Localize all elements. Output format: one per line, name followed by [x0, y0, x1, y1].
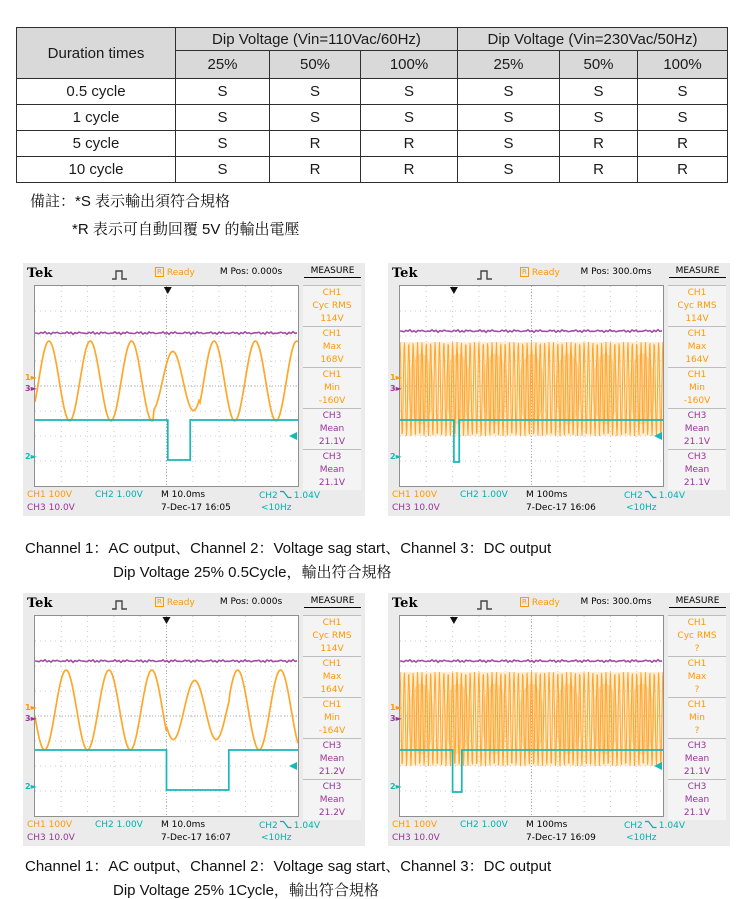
measurement-box: CH1 Max 164V — [668, 326, 726, 367]
waveform-plot — [400, 286, 663, 486]
oscilloscope-capture — [23, 263, 365, 516]
measurement-box: CH3 Mean 21.1V — [668, 449, 726, 490]
ch3-ground-marker: 3► — [25, 384, 37, 393]
ch1-scale-readout: CH1 100V — [392, 490, 437, 500]
measure-sidebar — [668, 285, 726, 490]
ch3-ground-marker: 3► — [25, 714, 37, 723]
table-cell: S — [638, 105, 728, 131]
ch3-ground-marker: 3► — [390, 714, 402, 723]
table-cell: S — [361, 105, 458, 131]
trigger-frequency-readout: <10Hz — [626, 503, 657, 513]
oscilloscope-capture — [23, 593, 365, 846]
trigger-pulse-icon — [476, 269, 494, 283]
waveform-plot — [400, 616, 663, 816]
table-cell: S — [361, 79, 458, 105]
caption1-result: Dip Voltage 25% 0.5Cycle，輸出符合規格 — [113, 564, 392, 581]
acquisition-status: R Ready — [157, 268, 195, 278]
measurement-box: CH3 Mean 21.1V — [668, 408, 726, 449]
table-cell: R — [560, 157, 638, 183]
table-cell: S — [270, 79, 361, 105]
tek-logo: Tek — [392, 266, 418, 281]
horizontal-position-readout: M Pos: 300.0ms — [580, 267, 652, 277]
ch2-scale-readout: CH2 1.00V — [460, 820, 508, 830]
trigger-pulse-icon — [111, 599, 129, 613]
trigger-readout: CH2 1.04V — [259, 491, 320, 501]
datetime-readout: 7-Dec-17 16:09 — [526, 833, 596, 843]
ch3-scale-readout: CH3 10.0V — [27, 503, 75, 513]
group-header-230vac: Dip Voltage (Vin=230Vac/50Hz) — [458, 28, 728, 51]
trigger-frequency-readout: <10Hz — [261, 833, 292, 843]
graticule — [25, 285, 299, 487]
measurement-box: CH3 Mean 21.2V — [303, 738, 361, 779]
ch2-ground-marker: 2► — [390, 782, 402, 791]
ch1-ground-marker: 1► — [390, 373, 402, 382]
timebase-readout: M 10.0ms — [161, 490, 206, 500]
trigger-readout: CH2 1.04V — [624, 491, 685, 501]
measure-sidebar — [303, 285, 361, 490]
ch1-scale-readout: CH1 100V — [392, 820, 437, 830]
waveform-plot — [35, 286, 298, 486]
measure-menu-title: MEASURE — [669, 266, 726, 278]
falling-edge-icon — [645, 820, 657, 829]
table-cell: R — [361, 157, 458, 183]
horizontal-position-readout: M Pos: 0.000s — [219, 597, 283, 607]
row-label: 10 cycle — [17, 157, 176, 183]
ch2-scale-readout: CH2 1.00V — [95, 820, 143, 830]
measurement-box: CH1 Min ? — [668, 697, 726, 738]
ch1-scale-readout: CH1 100V — [27, 820, 72, 830]
r-badge-icon: R — [522, 598, 527, 606]
table-row — [17, 105, 728, 131]
ch2-scale-readout: CH2 1.00V — [95, 490, 143, 500]
subheader: 100% — [361, 51, 458, 79]
trigger-frequency-readout: <10Hz — [626, 833, 657, 843]
acquisition-status: R Ready — [522, 598, 560, 608]
ch2-ground-marker: 2► — [25, 452, 37, 461]
caption2-result: Dip Voltage 25% 1Cycle，輸出符合規格 — [113, 882, 379, 899]
caption1-channels: Channel 1：AC output、Channel 2：Voltage sag start、Channel 3：DC output — [25, 540, 552, 557]
graticule — [390, 615, 664, 817]
oscilloscope-capture — [388, 263, 730, 516]
ch1-scale-readout: CH1 100V — [27, 490, 72, 500]
ch2-scale-readout: CH2 1.00V — [460, 490, 508, 500]
table-cell: S — [458, 105, 560, 131]
trigger-frequency-readout: <10Hz — [261, 503, 292, 513]
measurement-box: CH1 Max 164V — [303, 656, 361, 697]
timebase-readout: M 100ms — [526, 490, 568, 500]
caption2-channels: Channel 1：AC output、Channel 2：Voltage sag start、Channel 3：DC output — [25, 858, 552, 875]
measurement-box: CH3 Mean 21.1V — [303, 449, 361, 490]
timebase-readout: M 10.0ms — [161, 820, 206, 830]
table-cell: S — [176, 105, 270, 131]
measurement-box: CH1 Max 168V — [303, 326, 361, 367]
subheader: 25% — [458, 51, 560, 79]
datetime-readout: 7-Dec-17 16:06 — [526, 503, 596, 513]
trigger-pulse-icon — [111, 269, 129, 283]
table-cell: R — [560, 131, 638, 157]
tek-logo: Tek — [27, 266, 53, 281]
falling-edge-icon — [280, 820, 292, 829]
datetime-readout: 7-Dec-17 16:07 — [161, 833, 231, 843]
table-corner-header: Duration times — [17, 28, 176, 79]
acquisition-status: R Ready — [522, 268, 560, 278]
measure-sidebar — [668, 615, 726, 820]
subheader: 50% — [270, 51, 361, 79]
ch1-ground-marker: 1► — [390, 703, 402, 712]
falling-edge-icon — [280, 490, 292, 499]
subheader: 100% — [638, 51, 728, 79]
table-cell: S — [176, 79, 270, 105]
measurement-box: CH3 Mean 21.1V — [668, 779, 726, 820]
table-cell: R — [270, 131, 361, 157]
ch1-ground-marker: 1► — [25, 703, 37, 712]
measurement-box: CH1 Min -164V — [303, 697, 361, 738]
tek-logo: Tek — [27, 596, 53, 611]
table-cell: S — [560, 105, 638, 131]
table-cell: R — [638, 157, 728, 183]
measure-sidebar — [303, 615, 361, 820]
trigger-readout: CH2 1.04V — [624, 821, 685, 831]
acquisition-status: R Ready — [157, 598, 195, 608]
row-label: 1 cycle — [17, 105, 176, 131]
table-cell: S — [176, 157, 270, 183]
table-row — [17, 157, 728, 183]
measurement-box: CH3 Mean 21.1V — [668, 738, 726, 779]
measurement-box: CH1 Min -160V — [303, 367, 361, 408]
horizontal-position-readout: M Pos: 300.0ms — [580, 597, 652, 607]
row-label: 5 cycle — [17, 131, 176, 157]
table-cell: S — [458, 79, 560, 105]
measurement-box: CH1 Cyc RMS ? — [668, 615, 726, 656]
oscilloscope-capture — [388, 593, 730, 846]
ch1-ground-marker: 1► — [25, 373, 37, 382]
table-cell: S — [458, 157, 560, 183]
measurement-box: CH3 Mean 21.1V — [303, 408, 361, 449]
measure-menu-title: MEASURE — [669, 596, 726, 608]
r-badge-icon: R — [522, 268, 527, 276]
graticule — [25, 615, 299, 817]
ch3-ground-marker: 3► — [390, 384, 402, 393]
measure-menu-title: MEASURE — [304, 266, 361, 278]
group-header-110vac: Dip Voltage (Vin=110Vac/60Hz) — [176, 28, 458, 51]
table-cell: R — [270, 157, 361, 183]
subheader: 25% — [176, 51, 270, 79]
ch2-ground-marker: 2► — [25, 782, 37, 791]
measurement-box: CH1 Max ? — [668, 656, 726, 697]
dip-voltage-spec-table — [16, 27, 728, 183]
table-row — [17, 131, 728, 157]
measurement-box: CH1 Cyc RMS 114V — [303, 285, 361, 326]
trigger-pulse-icon — [476, 599, 494, 613]
table-cell: R — [361, 131, 458, 157]
table-cell: S — [560, 79, 638, 105]
ch2-ground-marker: 2► — [390, 452, 402, 461]
measurement-box: CH1 Cyc RMS 114V — [668, 285, 726, 326]
measure-menu-title: MEASURE — [304, 596, 361, 608]
table-row — [17, 79, 728, 105]
table-cell: S — [176, 131, 270, 157]
measurement-box: CH1 Cyc RMS 114V — [303, 615, 361, 656]
table-cell: R — [638, 131, 728, 157]
note-line-s: 備註：*S 表示輸出須符合規格 — [30, 193, 231, 210]
table-cell: S — [270, 105, 361, 131]
r-badge-icon: R — [157, 598, 162, 606]
tek-logo: Tek — [392, 596, 418, 611]
table-cell: S — [458, 131, 560, 157]
measurement-box: CH1 Min -160V — [668, 367, 726, 408]
table-cell: S — [638, 79, 728, 105]
measurement-box: CH3 Mean 21.2V — [303, 779, 361, 820]
timebase-readout: M 100ms — [526, 820, 568, 830]
row-label: 0.5 cycle — [17, 79, 176, 105]
graticule — [390, 285, 664, 487]
r-badge-icon: R — [157, 268, 162, 276]
falling-edge-icon — [645, 490, 657, 499]
waveform-plot — [35, 616, 298, 816]
datetime-readout: 7-Dec-17 16:05 — [161, 503, 231, 513]
trigger-readout: CH2 1.04V — [259, 821, 320, 831]
subheader: 50% — [560, 51, 638, 79]
note-line-r: *R 表示可自動回覆 5V 的輸出電壓 — [72, 221, 300, 238]
horizontal-position-readout: M Pos: 0.000s — [219, 267, 283, 277]
ch3-scale-readout: CH3 10.0V — [392, 503, 440, 513]
ch3-scale-readout: CH3 10.0V — [27, 833, 75, 843]
ch3-scale-readout: CH3 10.0V — [392, 833, 440, 843]
